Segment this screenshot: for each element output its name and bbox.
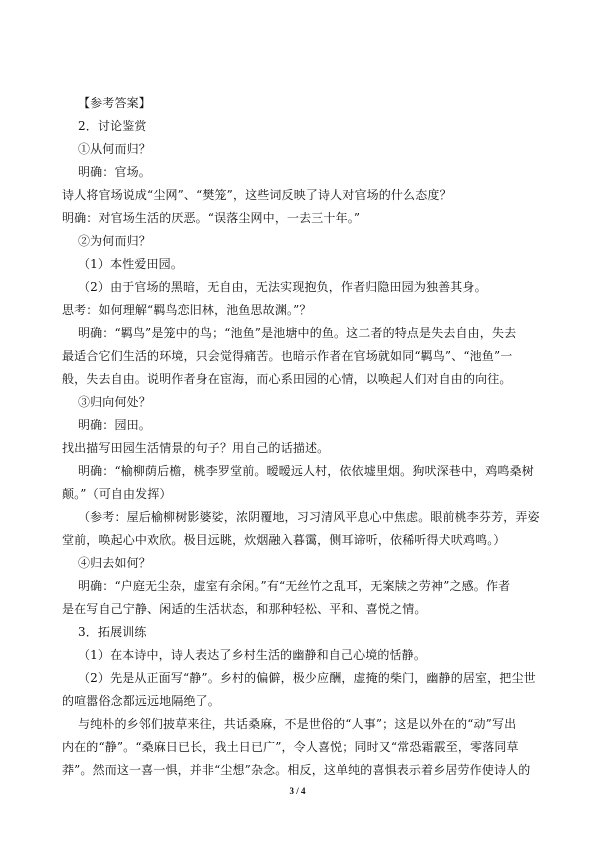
subheading-discussion: 2．讨论鉴赏 <box>78 119 147 133</box>
paragraph-line: 明确：“户庭无尘杂，虚室有余闲。”有“无丝竹之乱耳，无案牍之劳神”之感。作者 <box>78 579 511 593</box>
paragraph-line: 的喧嚣俗念都远远地隔绝了。 <box>62 694 220 708</box>
paragraph-line: 明确：对官场生活的厌恶。“误落尘网中，一去三十年。” <box>62 211 361 225</box>
paragraph-line: 找出描写田园生活情景的句子？用自己的话描述。 <box>62 441 330 455</box>
paragraph-line: 是在写自己宁静、闲适的生活状态，和那种轻松、平和、喜悦之情。 <box>62 602 427 616</box>
paragraph-line: 堂前，唤起心中欢欣。极目远眺，炊烟融入暮霭，侧耳谛听，依稀听得犬吠鸡鸣。） <box>62 533 506 547</box>
paragraph-line: 莽”。然而这一喜一惧，并非“尘想”杂念。相反，这单纯的喜惧表示着乡居劳作使诗人的 <box>62 763 531 777</box>
paragraph-line: 与纯朴的乡邻们披草来往，共话桑麻，不是世俗的“人事”；这是以外在的“动”写出 <box>78 717 517 731</box>
question-4: ④归去如何？ <box>78 556 151 570</box>
question-2: ②为何而归？ <box>78 234 151 248</box>
paragraph-line: （参考：屋后榆柳树影婆娑，浓阴覆地，习习清风平息心中焦虑。眼前桃李芬芳，弄姿 <box>78 510 540 524</box>
paragraph-line: 明确：“羁鸟”是笼中的鸟；“池鱼”是池塘中的鱼。这二者的特点是失去自由，失去 <box>78 326 517 340</box>
subheading-extension: 3．拓展训练 <box>78 625 147 639</box>
paragraph-line: 内在的“静”。“桑麻日已长，我土日已广”，令人喜悦；同时又“常恐霜霰至，零落同草 <box>62 740 519 754</box>
paragraph-line: 思考：如何理解“羁鸟恋旧林，池鱼思故渊。”？ <box>62 303 312 317</box>
paragraph-line: （2）先是从正面写“静”。乡村的偏僻，极少应酬，虚掩的柴门，幽静的居室，把尘世 <box>78 671 536 685</box>
paragraph-line: 明确：“榆柳荫后檐，桃李罗堂前。暧暧远人村，依依墟里烟。狗吠深巷中，鸡鸣桑树 <box>78 464 534 478</box>
section-heading-answers: 【参考答案】 <box>78 96 151 110</box>
paragraph-line: 最适合它们生活的环境，只会觉得痛苦。也暗示作者在官场就如同“羁鸟”、“池鱼”一 <box>62 349 513 363</box>
paragraph-line: （1）本性爱田园。 <box>78 257 183 271</box>
paragraph-line: 般，失去自由。说明作者身在宦海，而心系田园的心情，以唤起人们对自由的向往。 <box>62 372 512 386</box>
paragraph-line: （2）由于官场的黑暗，无自由，无法实现抱负，作者归隐田园为独善其身。 <box>78 280 487 294</box>
paragraph-line: 明确：园田。 <box>78 418 151 432</box>
paragraph-line: （1）在本诗中，诗人表达了乡村生活的幽静和自己心境的恬静。 <box>78 648 426 662</box>
question-3: ③归向何处？ <box>78 395 151 409</box>
paragraph-line: 明确：官场。 <box>78 165 151 179</box>
page-number: 3 / 4 <box>289 786 306 796</box>
question-1: ①从何而归？ <box>78 142 151 156</box>
paragraph-line: 诗人将官场说成“尘网”、“樊笼”，这些词反映了诗人对官场的什么态度？ <box>62 188 452 202</box>
paragraph-line: 颠。”（可自由发挥） <box>62 487 172 501</box>
